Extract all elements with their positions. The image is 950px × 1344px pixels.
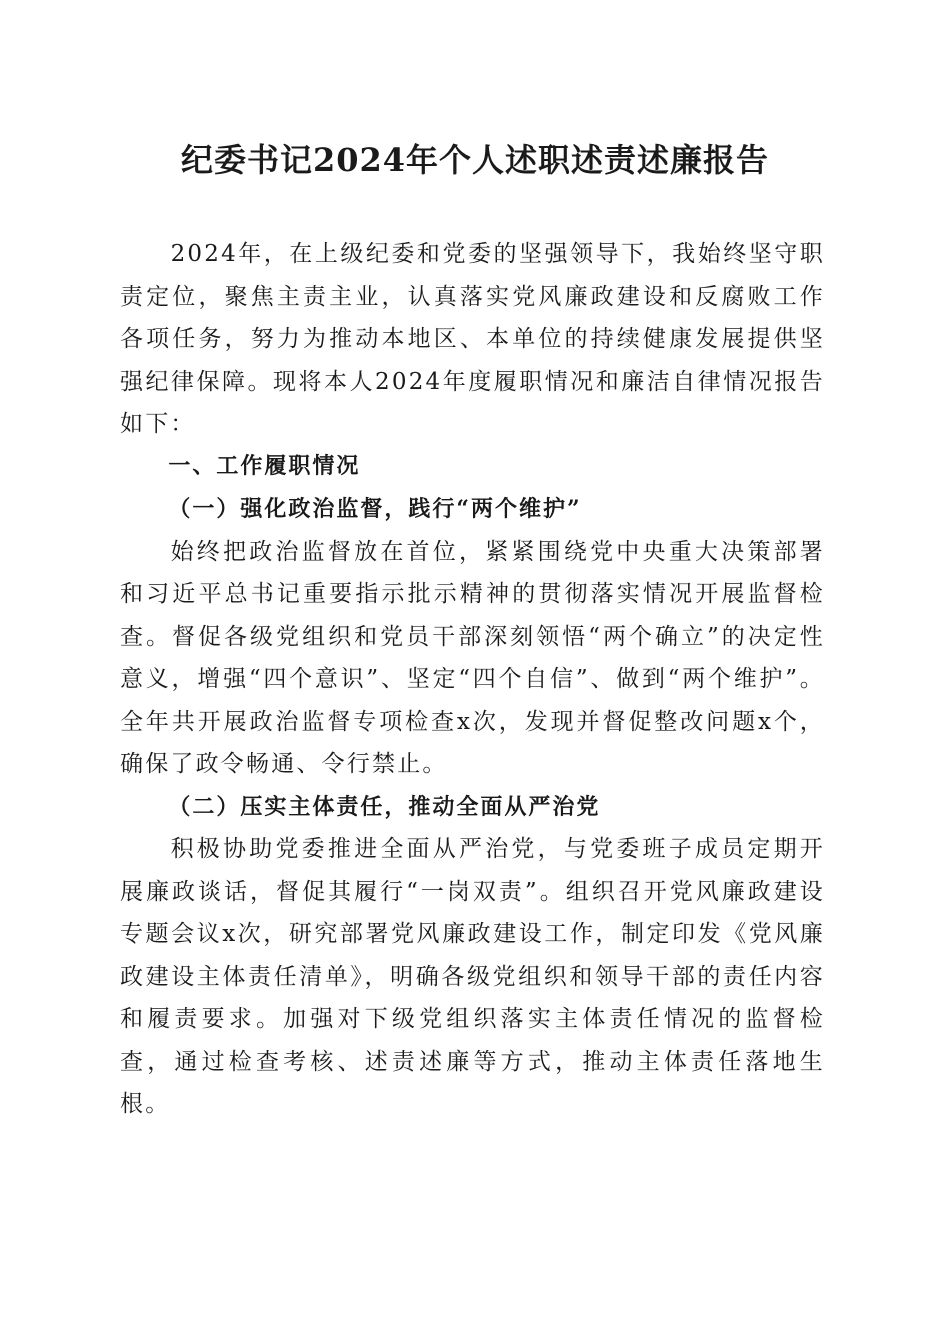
section-heading-work-performance: 一、工作履职情况 (168, 453, 361, 479)
political-supervision-paragraph: 始终把政治监督放在首位，紧紧围绕党中央重大决策部署和习近平总书记重要指示批示精神的贯彻落实情况开展监督检查。督促各级党组织和党员干部深刻领悟“两个确立”的决定性意义，增强“四个意识”、坚定“四个自信”、做到“两个维护”。全年共开展政治监督专项检查x次，发现并督促整改问题x个，确保了政令畅通、令行禁止。 (120, 538, 825, 777)
subsection-heading-main-responsibility: （二）压实主体责任，推动全面从严治党 (168, 793, 601, 820)
main-responsibility-paragraph: 积极协助党委推进全面从严治党，与党委班子成员定期开展廉政谈话，督促其履行“一岗双责”。组织召开党风廉政建设专题会议x次，研究部署党风廉政建设工作，制定印发《党风廉政建设主体责任清单》，明确各级党组织和领导干部的责任内容和履责要求。加强对下级党组织落实主体责任情况的监督检查，通过检查考核、述责述廉等方式，推动主体责任落地生根。 (120, 836, 825, 1117)
document-title: 纪委书记2024年个人述职述责述廉报告 (180, 141, 770, 179)
document-body (120, 233, 825, 1126)
subsection-heading-political-supervision: （一）强化政治监督，践行“两个维护” (168, 496, 582, 522)
intro-paragraph: 2024年，在上级纪委和党委的坚强领导下，我始终坚守职责定位，聚焦主责主业，认真落实党风廉政建设和反腐败工作各项任务，努力为推动本地区、本单位的持续健康发展提供坚强纪律保障。现将本人2024年度履职情况和廉洁自律情况报告如下： (120, 241, 825, 437)
